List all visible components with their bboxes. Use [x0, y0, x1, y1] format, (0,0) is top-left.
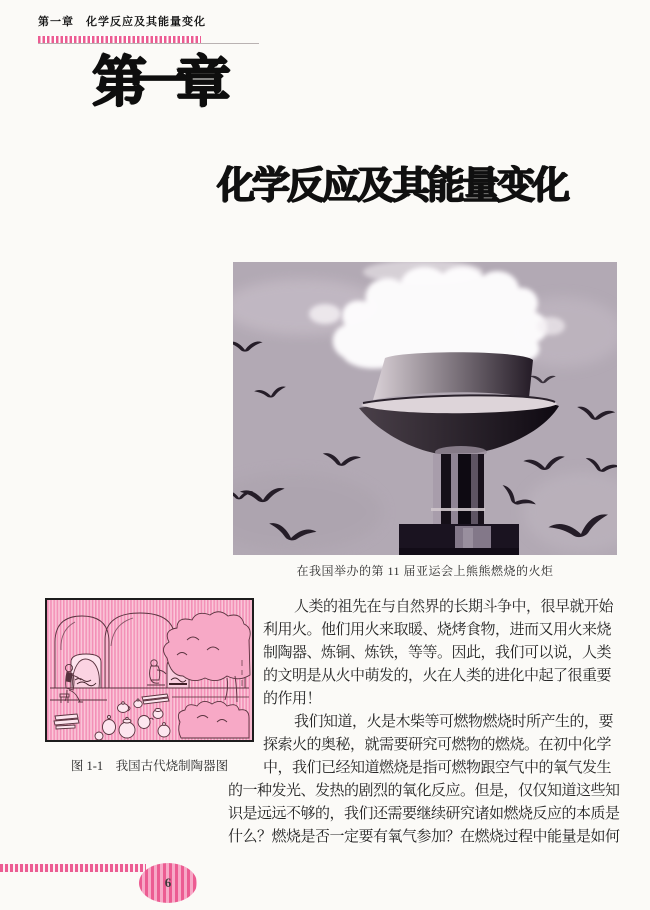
- page-number-badge: [139, 863, 197, 903]
- page-number: 6: [164, 875, 172, 890]
- body-line: 探索火的奥秘，就需要研究可燃物的燃烧。在初中化学: [263, 737, 612, 753]
- pottery-figure: [45, 598, 254, 742]
- body-line: 制陶器、炼铜、炼铁，等等。因此，我们可以说，人类: [263, 645, 612, 661]
- body-line: 的作用！: [263, 691, 322, 707]
- body-line: 利用火。他们用火来取暖、烧烤食物，进而又用火来烧: [263, 622, 612, 638]
- body-line: 识是远远不够的，我们还需要继续研究诸如燃烧反应的本质是: [228, 806, 620, 822]
- pottery-figure-art: [47, 600, 252, 740]
- body-line: 我们知道，火是木柴等可燃物燃烧时所产生的，要: [294, 714, 614, 730]
- torch-photo: [233, 262, 617, 555]
- running-header-chapter: 第一章: [38, 16, 74, 28]
- body-line: 中，我们已经知道燃烧是指可燃物跟空气中的氧气发生: [263, 760, 612, 776]
- header-stripe-bar: [38, 36, 201, 43]
- running-header-title: 化学反应及其能量变化: [86, 16, 206, 28]
- chapter-number-banner: 第一章: [92, 51, 219, 113]
- body-line: 的文明是从火中萌发的，火在人类的进化中起了很重要: [263, 668, 612, 684]
- torch-photo-art: [233, 262, 617, 555]
- body-line: 什么？燃烧是否一定要有氧气参加？在燃烧过程中能量是如何: [228, 829, 620, 845]
- body-line: 的一种发光、发热的剧烈的氧化反应。但是，仅仅知道这些知: [228, 783, 620, 799]
- header-rule: [38, 43, 259, 44]
- footer-stripe-band: [0, 864, 146, 872]
- photo-caption: 在我国举办的第 11 届亚运会上熊熊燃烧的火炬: [296, 564, 554, 578]
- body-line: 人类的祖先在与自然界的长期斗争中，很早就开始: [294, 599, 614, 615]
- chapter-title-banner: 化学反应及其能量变化: [217, 165, 568, 207]
- running-header: [38, 13, 206, 29]
- figure-caption: 图 1-1 我国古代烧制陶器图: [70, 759, 229, 773]
